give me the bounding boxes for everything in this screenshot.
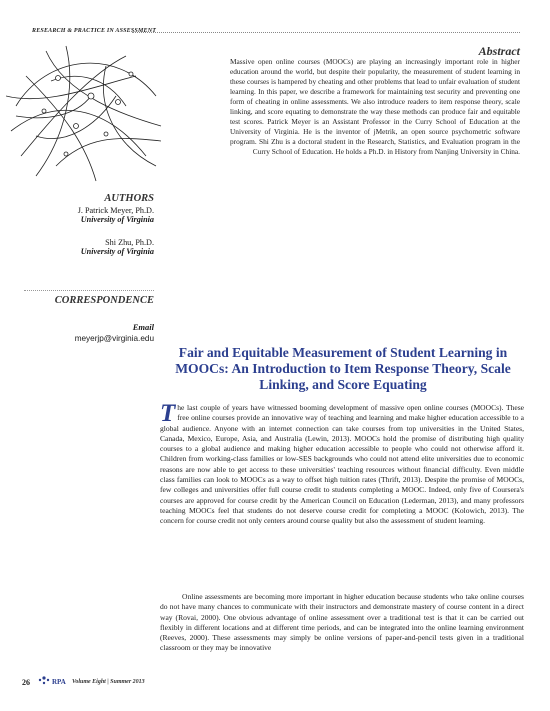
email-link[interactable]: meyerjp@virginia.edu bbox=[74, 334, 154, 343]
correspondence-rule bbox=[24, 290, 154, 291]
drop-cap: T bbox=[160, 400, 176, 427]
page-number: 26 bbox=[22, 678, 30, 687]
article-title: Fair and Equitable Measurement of Student Learning in MOOCs: An Introduction to Item Response Theory, Scale Linking, and Score Equating bbox=[175, 345, 511, 392]
abstract-heading: Abstract bbox=[478, 44, 520, 58]
author-affiliation: University of Virginia bbox=[80, 247, 154, 256]
header-rule bbox=[132, 32, 520, 33]
abstract-body: Massive open online courses (MOOCs) are playing an increasingly important role in higher education around the world, but despite their popularity, the measurement of student learning in these courses is hampered by cheating and other problems that lead to unfair evaluation of student learning. In this paper, we describe a framework for maintaining test security and preventing one form of cheating in online assessments. We also introduce readers to item response theory, scale linking, and score equating to demonstrate the way these methods can produce fair and equitable test scores. Patrick Meyer is an Assistant Professor in the Curry School of Education at the University of Virginia. He is the inventor of jMetrik, an open source psychometric software program. Shi Zhu is a doctoral student in the Research, Statistics, and Evaluation program in the Curry School of Education. He holds a Ph.D. in History from Nanjing University in China. bbox=[230, 57, 520, 156]
author-2 bbox=[81, 238, 154, 256]
body-paragraph-2: Online assessments are becoming more important in higher education because students who take online courses do not have many chances to communicate with their instructors and demonstrate mastery of course content in a direct way (Rovai, 2000). One obvious advantage of online assessment over a traditional test is that it can be carried out flexibly in different locations and at different time periods, and can be integrated into the online learning environment (Reeves, 2000). These assessments may simply be online versions of paper-and-pencil tests given in a traditional classroom or they may be innovative bbox=[160, 592, 524, 653]
authors-heading: AUTHORS bbox=[104, 193, 154, 204]
email-label: Email bbox=[132, 322, 154, 332]
paragraph-text: he last couple of years have witnessed booming development of massive open online courses (MOOCs). These free online courses provide an innovative way of teaching and learning and make higher education accessible to a global audience. Anyone with an internet connection can take courses from top universities in the United States, Canada, Mexico, Europe, Asia, and Australia (Lewin, 2013). MOOCs hold the promise of distributing high quality courses to a global audience and making higher education accessible to people who could not otherwise afford it. Children from working-class families or low-SES backgrounds who could not attend elite universities due to economic reasons are now able to get access to these universities' teaching resources without financial difficulty. Even middle class families can look to MOOCs as a way to offset high tuition rates (Thrift, 2013). Despite the promise of MOOCs, few colleges and universities offer full course credit to students completing a MOOC. Indeed, only five of Coursera's courses are approved for course credit by the American Council on Education (Lederman, 2013), and many professors teaching MOOCs feel that students do not deserve course credit for completing a MOOC (Kolowich, 2013). The concern for course credit not only centers around course quality but also the assessment of student learning. bbox=[160, 403, 524, 526]
footer-volume: Volume Eight | Summer 2013 bbox=[72, 679, 145, 685]
author-name: J. Patrick Meyer, Ph.D. bbox=[77, 206, 154, 215]
running-head: RESEARCH & PRACTICE IN ASSESSMENT bbox=[32, 28, 157, 34]
author-name: Shi Zhu, Ph.D. bbox=[105, 238, 154, 247]
network-illustration bbox=[6, 36, 166, 186]
author-affiliation: University of Virginia bbox=[80, 215, 154, 224]
rpa-logo-icon bbox=[34, 674, 54, 688]
footer-logo-text: RPA bbox=[52, 678, 66, 686]
correspondence-heading: CORRESPONDENCE bbox=[54, 295, 154, 306]
body-paragraph-1 bbox=[160, 400, 524, 527]
author-1 bbox=[78, 206, 154, 224]
